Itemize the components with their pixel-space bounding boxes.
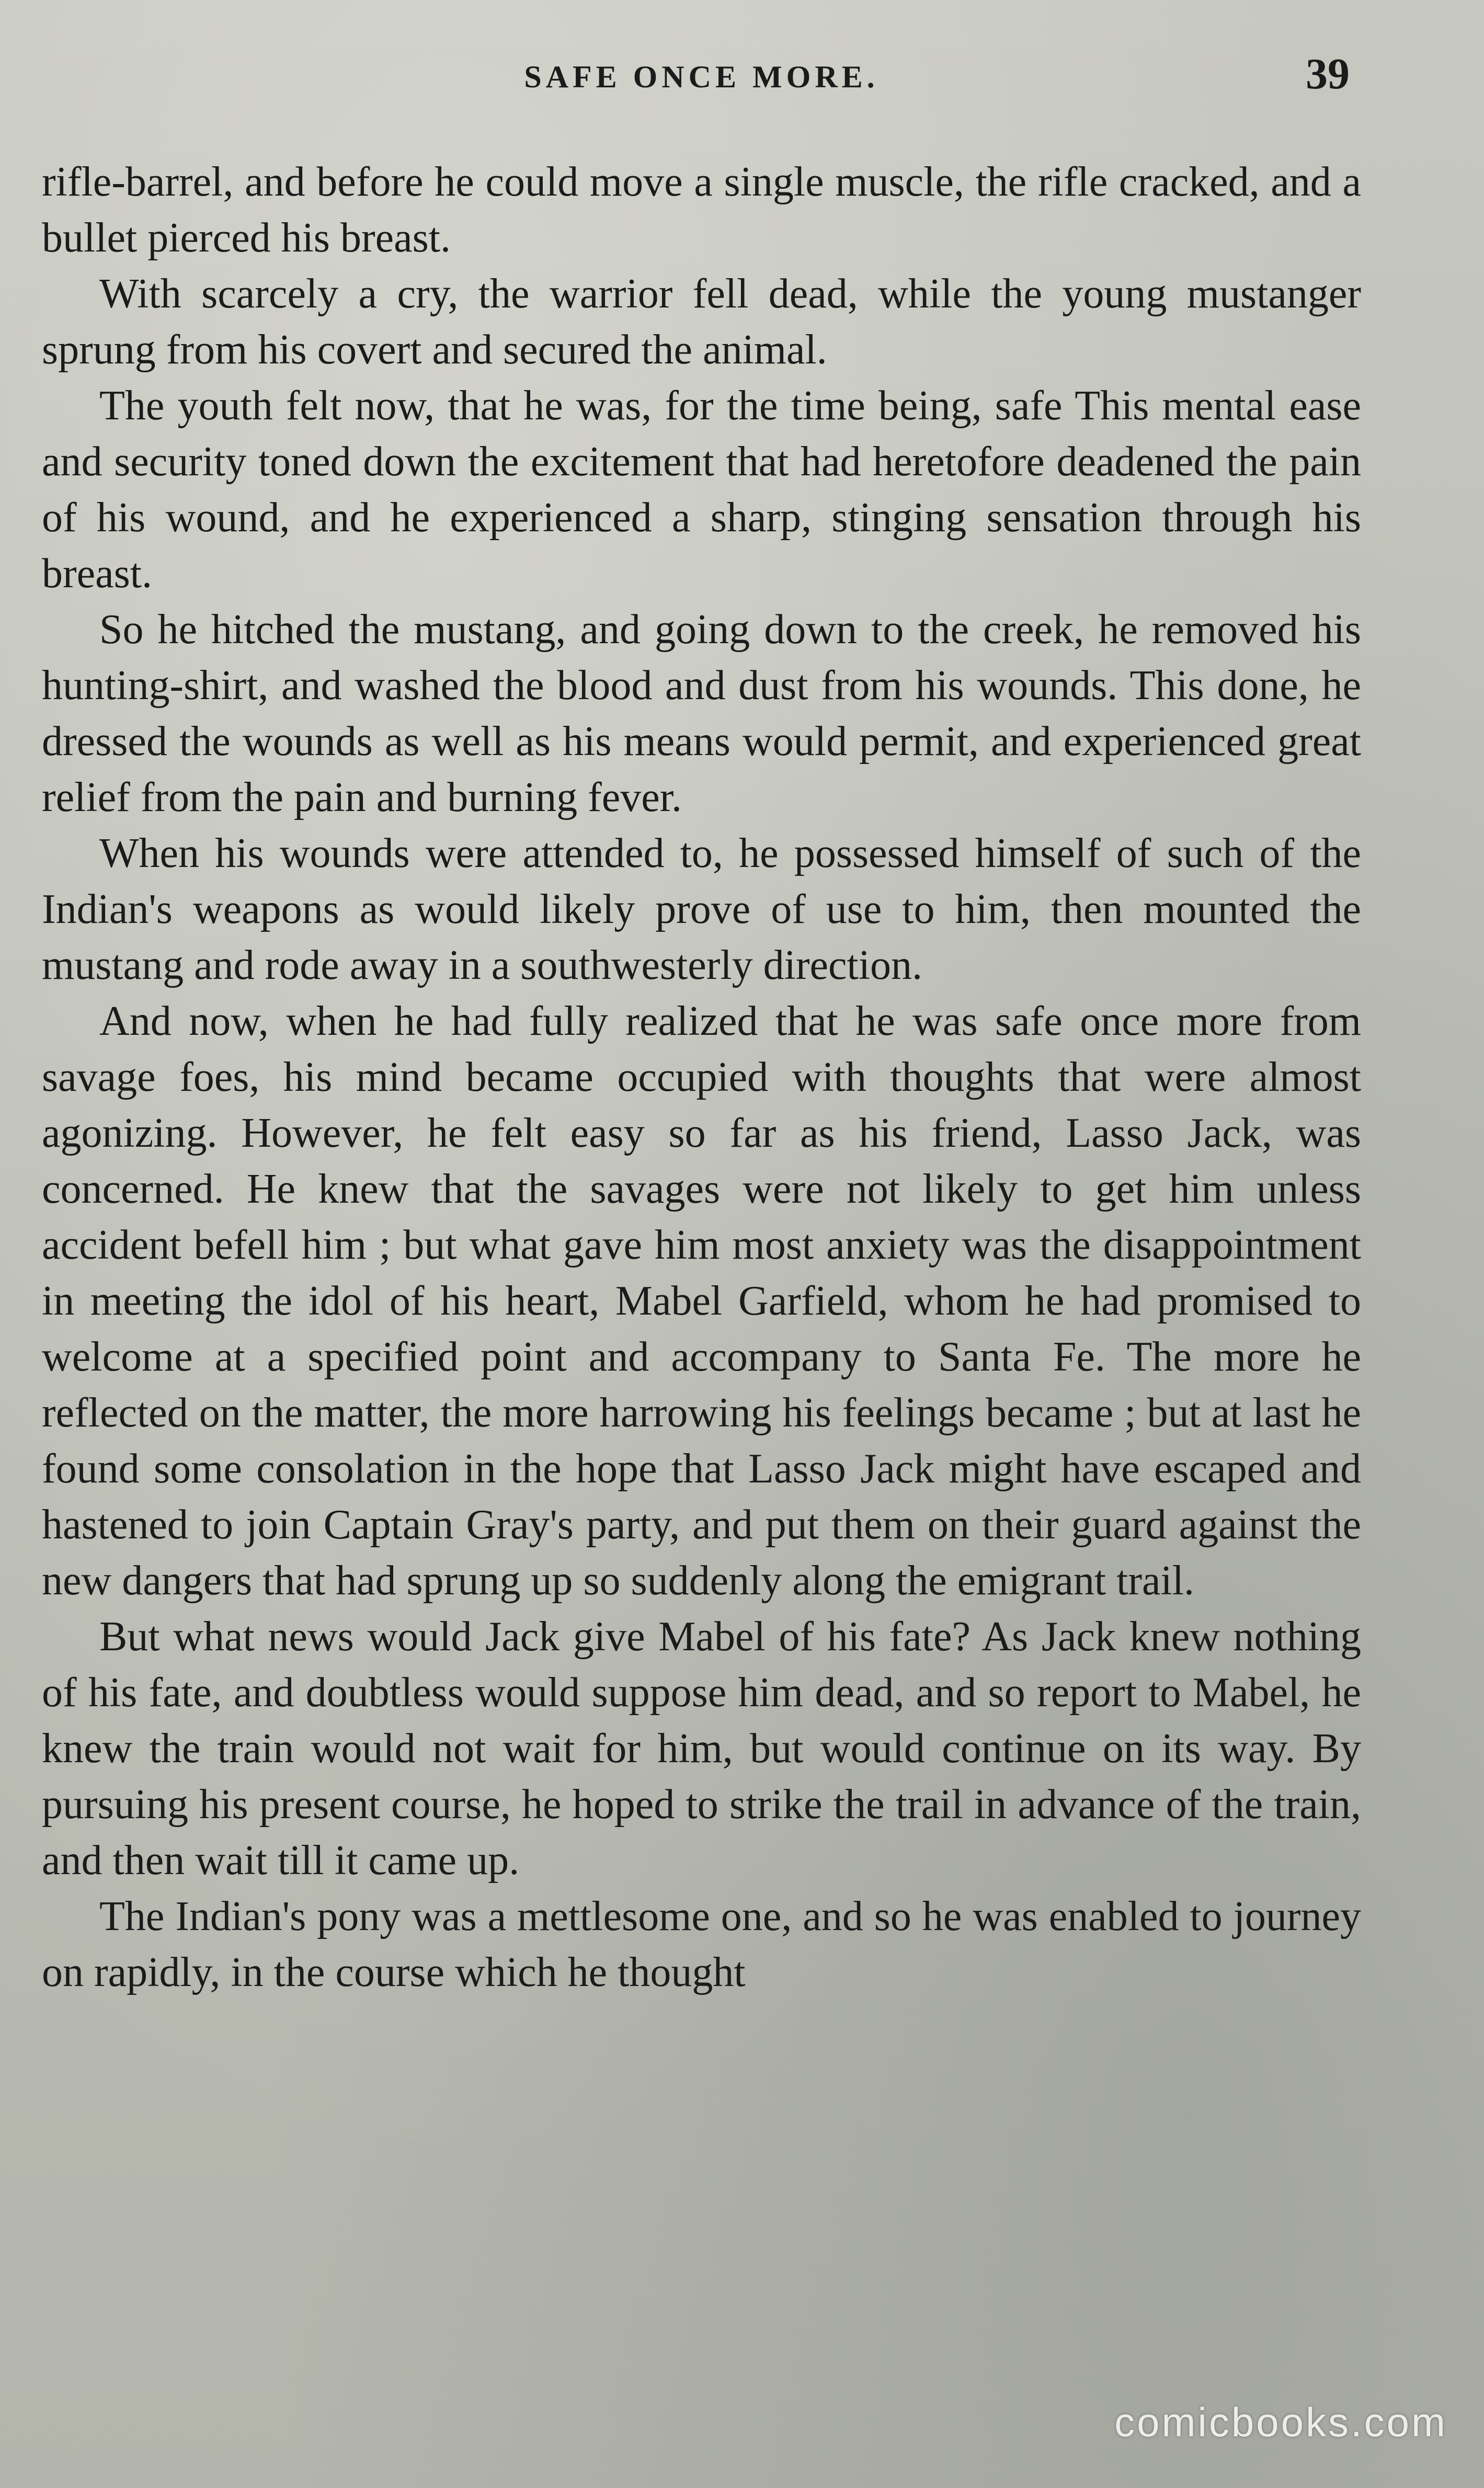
paragraph: But what news would Jack give Mabel of his fate? As Jack knew nothing of his fate, and doubtless would suppose him dead, and so report to Mabel, he knew the train would not wait for him, but would continue on its way. By pursuing his present course, he hoped to strike the trail in advance of the train, and then wait till it came up. xyxy=(42,1614,1361,1884)
paragraph: And now, when he had fully realized that he was safe once more from savage foes, his mind became occupied with thoughts that were almost agonizing. However, he felt easy so far as his friend, Lasso Jack, was concerned. He knew that the savages were not likely to get him unless accident befell him ; but what gave him most anxiety was the disappointment in meeting the idol of his heart, Mabel Garfield, whom he had promised to welcome at a specified point and accompany to Santa Fe. The more he reflected on the matter, the more harrowing his feelings became ; but at last he found some consolation in the hope that Lasso Jack might have escaped and hastened to join Captain Gray's party, and put them on their guard against the new dangers that had sprung up so suddenly along the emigrant trail. xyxy=(42,998,1361,1604)
paragraph: rifle-barrel, and before he could move a single muscle, the rifle cracked, and a bullet pierced his breast. xyxy=(42,159,1361,261)
running-head xyxy=(42,29,1361,98)
paragraph: When his wounds were attended to, he possessed himself of such of the Indian's weapons as would likely prove of use to him, then mounted the mustang and rode away in a southwesterly direction. xyxy=(42,830,1361,988)
paragraph: The youth felt now, that he was, for the time being, safe This mental ease and security toned down the excitement that had heretofore deadened the pain of his wound, and he experienced a sharp, stinging sensation through his breast. xyxy=(42,383,1361,597)
paragraph: So he hitched the mustang, and going down to the creek, he removed his hunting-shirt, and washed the blood and dust from his wounds. This done, he dressed the wounds as well as his means would permit, and experienced great relief from the pain and burning fever. xyxy=(42,607,1361,820)
paragraph: The Indian's pony was a mettlesome one, and so he was enabled to journey on rapidly, in the course which he thought xyxy=(42,1893,1361,1995)
running-title: SAFE ONCE MORE. xyxy=(524,60,879,94)
body-text xyxy=(42,154,1361,2001)
paragraph: With scarcely a cry, the warrior fell dead, while the young mustanger sprung from his covert and secured the animal. xyxy=(42,271,1361,373)
watermark: comicbooks.com xyxy=(1114,2399,1447,2445)
page-number: 39 xyxy=(1306,50,1350,98)
